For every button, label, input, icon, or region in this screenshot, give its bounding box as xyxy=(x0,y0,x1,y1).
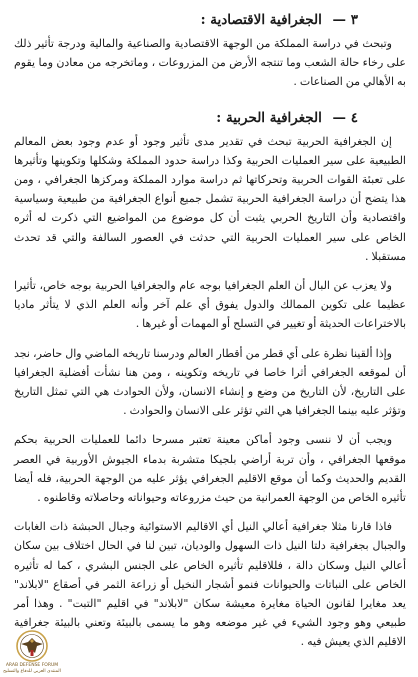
paragraph-military-geography-2: ولا يعزب عن البال أن العلم الجغرافيا بوجه عام والجغرافيا الحربية بوجه خاص، تأثيرا عظيما على تكوين الممالك والدول يفوق أي علم آخر وأنه العلم الذي لا يتأثر ماديا بالاختراعات الحديثة أو تغيير في التسلح أو المهمات أو غيرها . xyxy=(14,279,406,331)
section-number: ٣ — xyxy=(332,12,358,28)
paragraph-military-geography-5: فاذا قارنا مثلا جغرافية أعالي النيل أي الاقاليم الاستوائية وجبال الحبشة ذات الغابات والجبال بجغرافية دلتا النيل ذات السهول والوديان، تبين لنا في الحال اختلاف بين سكان أعالي النيل وسكان دالة ، فللاقليم تأثيره الخاص على الجنس البشري ، كما له تأثيره الخاص على النباتات والحيوانات فنمو أشجار النخيل أو زراعة الثمر في أصقاع "لابلاند" يعد مغايرا لقانون الحياة مغايرة معيشة سكان "لابلاند" في اقليم "التبت" . وهذا أمر طبيعي وهو وجود الشيء في غير موضعه وهو ما يسمى بالبيئة وتعني بالبيئة جغرافية الاقليم الذي يعيش فيه . xyxy=(14,520,406,649)
section-number: ٤ — xyxy=(332,109,358,126)
paragraph-economic-geography: وتبحث في دراسة المملكة من الوجهة الاقتصادية والصناعية والمالية ودرجة تأثير ذلك على رخاء حالة الشعب وما تنتجه الأرض من المزروعات ، وماتخرجه من معادن وما يقوم به الأهالي من الصناعات . xyxy=(14,37,406,89)
watermark-title: ARAB DEFENSE FORUM xyxy=(5,663,59,668)
watermark-subtitle: المنتدى العربي للدفاع والتسليح xyxy=(3,669,61,674)
section-heading-military-geography xyxy=(14,108,358,128)
forum-watermark-logo xyxy=(2,623,62,675)
eagle-emblem-icon xyxy=(15,629,49,663)
paragraph-military-geography-3: وإذا ألقينا نظرة على أي قطر من أقطار العالم ودرسنا تاريخه الماضي وال حاضر، نجد أن لموقعه الجغرافي أثرا خاصا في تاريخه وتكوينه ، ومن هنا نشأت أفضلية الجغرافيا على التاريخ، لأن التاريخ من وضع و إنشاء الانسان، ولأن الحوادث هي التي تمثل التاريخ وتؤثر عليه بينما الجغرافيا هي التي تؤثر على الانسان والحوادث . xyxy=(14,346,406,418)
section-title: الجغرافية الاقتصادية : xyxy=(200,12,322,28)
section-heading-economic-geography xyxy=(14,10,358,30)
paragraph-military-geography-1: إن الجغرافية الحربية تبحث في تقدير مدى تأثير وجود أو عدم وجود بعض المعالم الطبيعية على سير العمليات الحربية وكذا دراسة حدود المملكة وشكلها وتكوينها وتأثيرها على تعبئة القوات الحربية وتحركاتها ثم دراسة موارد المملكة ومركزها الجغرافي ، ومن هذا يتضح أن دراسة الجغرافية الحربية تشمل جميع أنواع الجغرافية من طبيعية وسياسية واقتصادية وأن التاريخ الحربي يثبت أن كل موضوع من المواضيع التي ذكرت له أثره الخاص على سير العمليات الحربية التي حدثت في العصور السالفة والتي قد تحدث مستقبلا . xyxy=(14,134,406,263)
section-title: الجغرافية الحربية : xyxy=(216,109,322,126)
paragraph-military-geography-4: ويجب أن لا ننسى وجود أماكن معينة تعتبر مسرحا دائما للعمليات الحربية بحكم موقعها الجغرافي ، وأن تربة أراضي بلجيكا متشربة بدماء الجيوش الأوربية في العصر القديم والحديث وكما أن موقع الاقليم الجغرافي يؤثر عليه من الوجهة الحربية، فله أيضا تأثيره الخاص من الوجهة العمرانية من حيث مزروعاته وحيواناته وحاصلاته وقاطنوه . xyxy=(14,433,406,505)
